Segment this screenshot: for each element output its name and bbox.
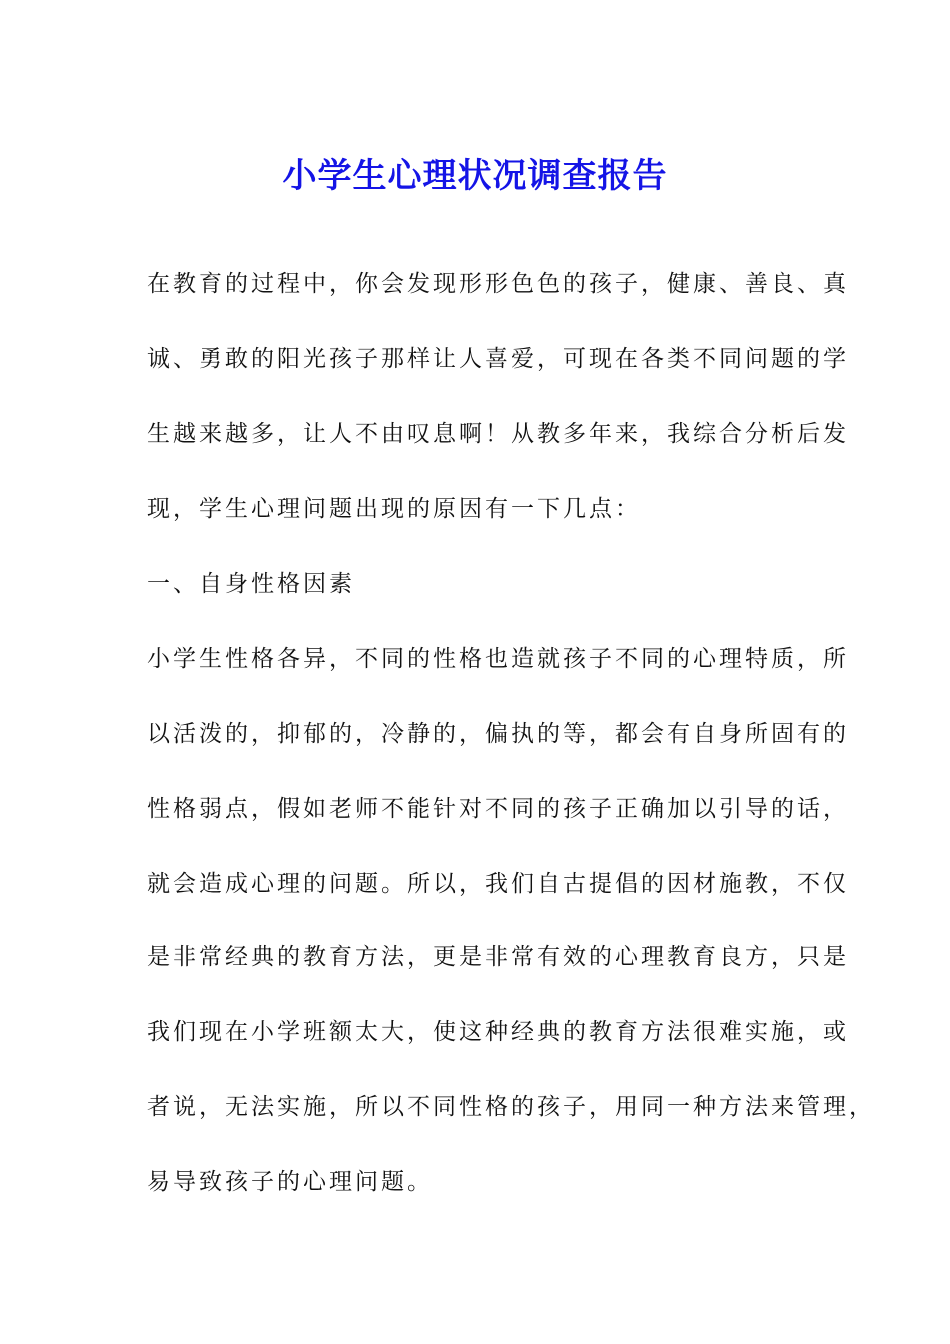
paragraph-line: 易导致孩子的心理问题。 [147, 1169, 433, 1195]
paragraph-line: 在教育的过程中，你会发现形形色色的孩子，健康、善良、真 [147, 271, 849, 297]
paragraph-line: 性格弱点，假如老师不能针对不同的孩子正确加以引导的话， [147, 796, 849, 822]
paragraph-line: 者说，无法实施，所以不同性格的孩子，用同一种方法来管理， [147, 1094, 875, 1120]
paragraph-line: 我们现在小学班额太大，使这种经典的教育方法很难实施，或 [147, 1019, 849, 1045]
section-heading: 一、自身性格因素 [147, 571, 355, 597]
paragraph-line: 小学生性格各异，不同的性格也造就孩子不同的心理特质，所 [147, 646, 849, 672]
document-title: 小学生心理状况调查报告 [282, 155, 668, 196]
paragraph-line: 现，学生心理问题出现的原因有一下几点： [147, 496, 641, 522]
paragraph-line: 就会造成心理的问题。所以，我们自古提倡的因材施教，不仅 [147, 871, 849, 897]
paragraph-line: 以活泼的，抑郁的，冷静的，偏执的等，都会有自身所固有的 [147, 721, 849, 747]
paragraph-line: 生越来越多，让人不由叹息啊！从教多年来，我综合分析后发 [147, 421, 849, 447]
paragraph-line: 是非常经典的教育方法，更是非常有效的心理教育良方，只是 [147, 944, 849, 970]
paragraph-line: 诚、勇敢的阳光孩子那样让人喜爱，可现在各类不同问题的学 [147, 346, 849, 372]
